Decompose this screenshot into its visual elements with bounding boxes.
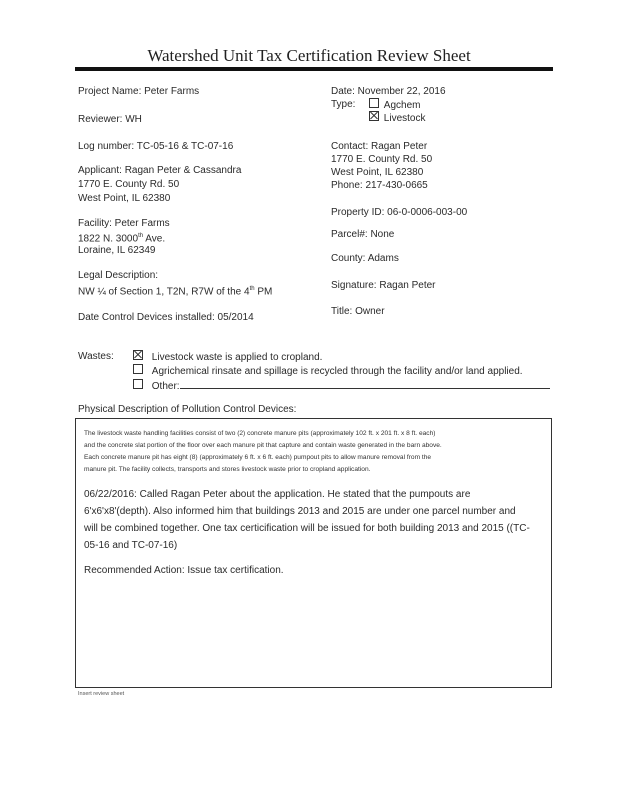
note-line: will be combined together. One tax certicification will be issued for both building 2013 and 2015 ((TC- <box>84 523 530 534</box>
county: County: Adams <box>331 253 399 264</box>
applicant-street: 1770 E. County Rd. 50 <box>78 179 180 190</box>
contact-city: West Point, IL 62380 <box>331 167 424 178</box>
physical-description-box <box>75 418 552 688</box>
note-line: 05-16 and TC-07-16) <box>84 540 178 551</box>
review-date: Date: November 22, 2016 <box>331 86 446 97</box>
contact-name: Contact: Ragan Peter <box>331 141 428 152</box>
facility-name: Facility: Peter Farms <box>78 218 170 229</box>
legal-description: NW ¼ of Section 1, T2N, R7W of the 4th PM <box>78 286 273 298</box>
description-line: Each concrete manure pit has eight (8) (approximately 6 ft. x 6 ft. each) pumpout pits to allow manure removal from the <box>84 454 432 461</box>
log-number: Log number: TC-05-16 & TC-07-16 <box>78 141 234 152</box>
wastes-label: Wastes: <box>78 351 114 362</box>
contact-street: 1770 E. County Rd. 50 <box>331 154 433 165</box>
description-line: The livestock waste handling facilities consist of two (2) concrete manure pits (approximately 102 ft. x 201 ft. x 8 ft. each) <box>84 430 436 437</box>
note-line: 6'x6'x8'(depth). Also informed him that buildings 2013 and 2015 are under one parcel number and <box>84 506 516 517</box>
parcel-number: Parcel#: None <box>331 229 395 240</box>
facility-address: 1822 N. 3000th Ave. <box>78 233 166 245</box>
project-name: Project Name: Peter Farms <box>78 86 200 97</box>
applicant-city: West Point, IL 62380 <box>78 193 171 204</box>
footer-note: Insert review sheet <box>78 691 125 697</box>
waste-option-other[interactable]: Other: <box>133 378 550 393</box>
owner-title: Title: Owner <box>331 306 385 317</box>
recommended-action: Recommended Action: Issue tax certification. <box>84 565 284 576</box>
type-option-agchem[interactable]: Agchem <box>369 98 420 112</box>
type-label: Type: <box>331 99 356 110</box>
waste-option-agrichemical[interactable]: Agrichemical rinsate and spillage is recycled through the facility and/or land applied. <box>133 364 523 378</box>
note-line: 06/22/2016: Called Ragan Peter about the application. He stated that the pumpouts are <box>84 489 471 500</box>
date-installed: Date Control Devices installed: 05/2014 <box>78 312 254 323</box>
property-id: Property ID: 06-0-0006-003-00 <box>331 207 468 218</box>
livestock-checkbox[interactable] <box>369 111 379 121</box>
description-line: and the concrete slat portion of the floor over each manure pit that capture and contain waste generated in the barn above. <box>84 442 442 449</box>
description-line: manure pit. The facility collects, transports and stores livestock waste prior to cropland application. <box>84 466 371 473</box>
other-input-line[interactable] <box>180 378 550 389</box>
waste-option-livestock[interactable]: Livestock waste is applied to cropland. <box>133 350 322 364</box>
legal-description-label: Legal Description: <box>78 270 159 281</box>
facility-city: Loraine, IL 62349 <box>78 245 156 256</box>
type-option-livestock[interactable]: Livestock <box>369 111 425 125</box>
agrichemical-checkbox[interactable] <box>133 364 143 374</box>
title-rule <box>75 67 553 71</box>
reviewer: Reviewer: WH <box>78 114 142 125</box>
other-checkbox[interactable] <box>133 379 143 389</box>
applicant-name: Applicant: Ragan Peter & Cassandra <box>78 165 242 176</box>
signature: Signature: Ragan Peter <box>331 280 436 291</box>
physical-description-heading: Physical Description of Pollution Control Devices: <box>78 404 297 415</box>
document-title: Watershed Unit Tax Certification Review Sheet <box>147 46 471 65</box>
agchem-checkbox[interactable] <box>369 98 379 108</box>
livestock-waste-checkbox[interactable] <box>133 350 143 360</box>
contact-phone: Phone: 217-430-0665 <box>331 180 428 191</box>
